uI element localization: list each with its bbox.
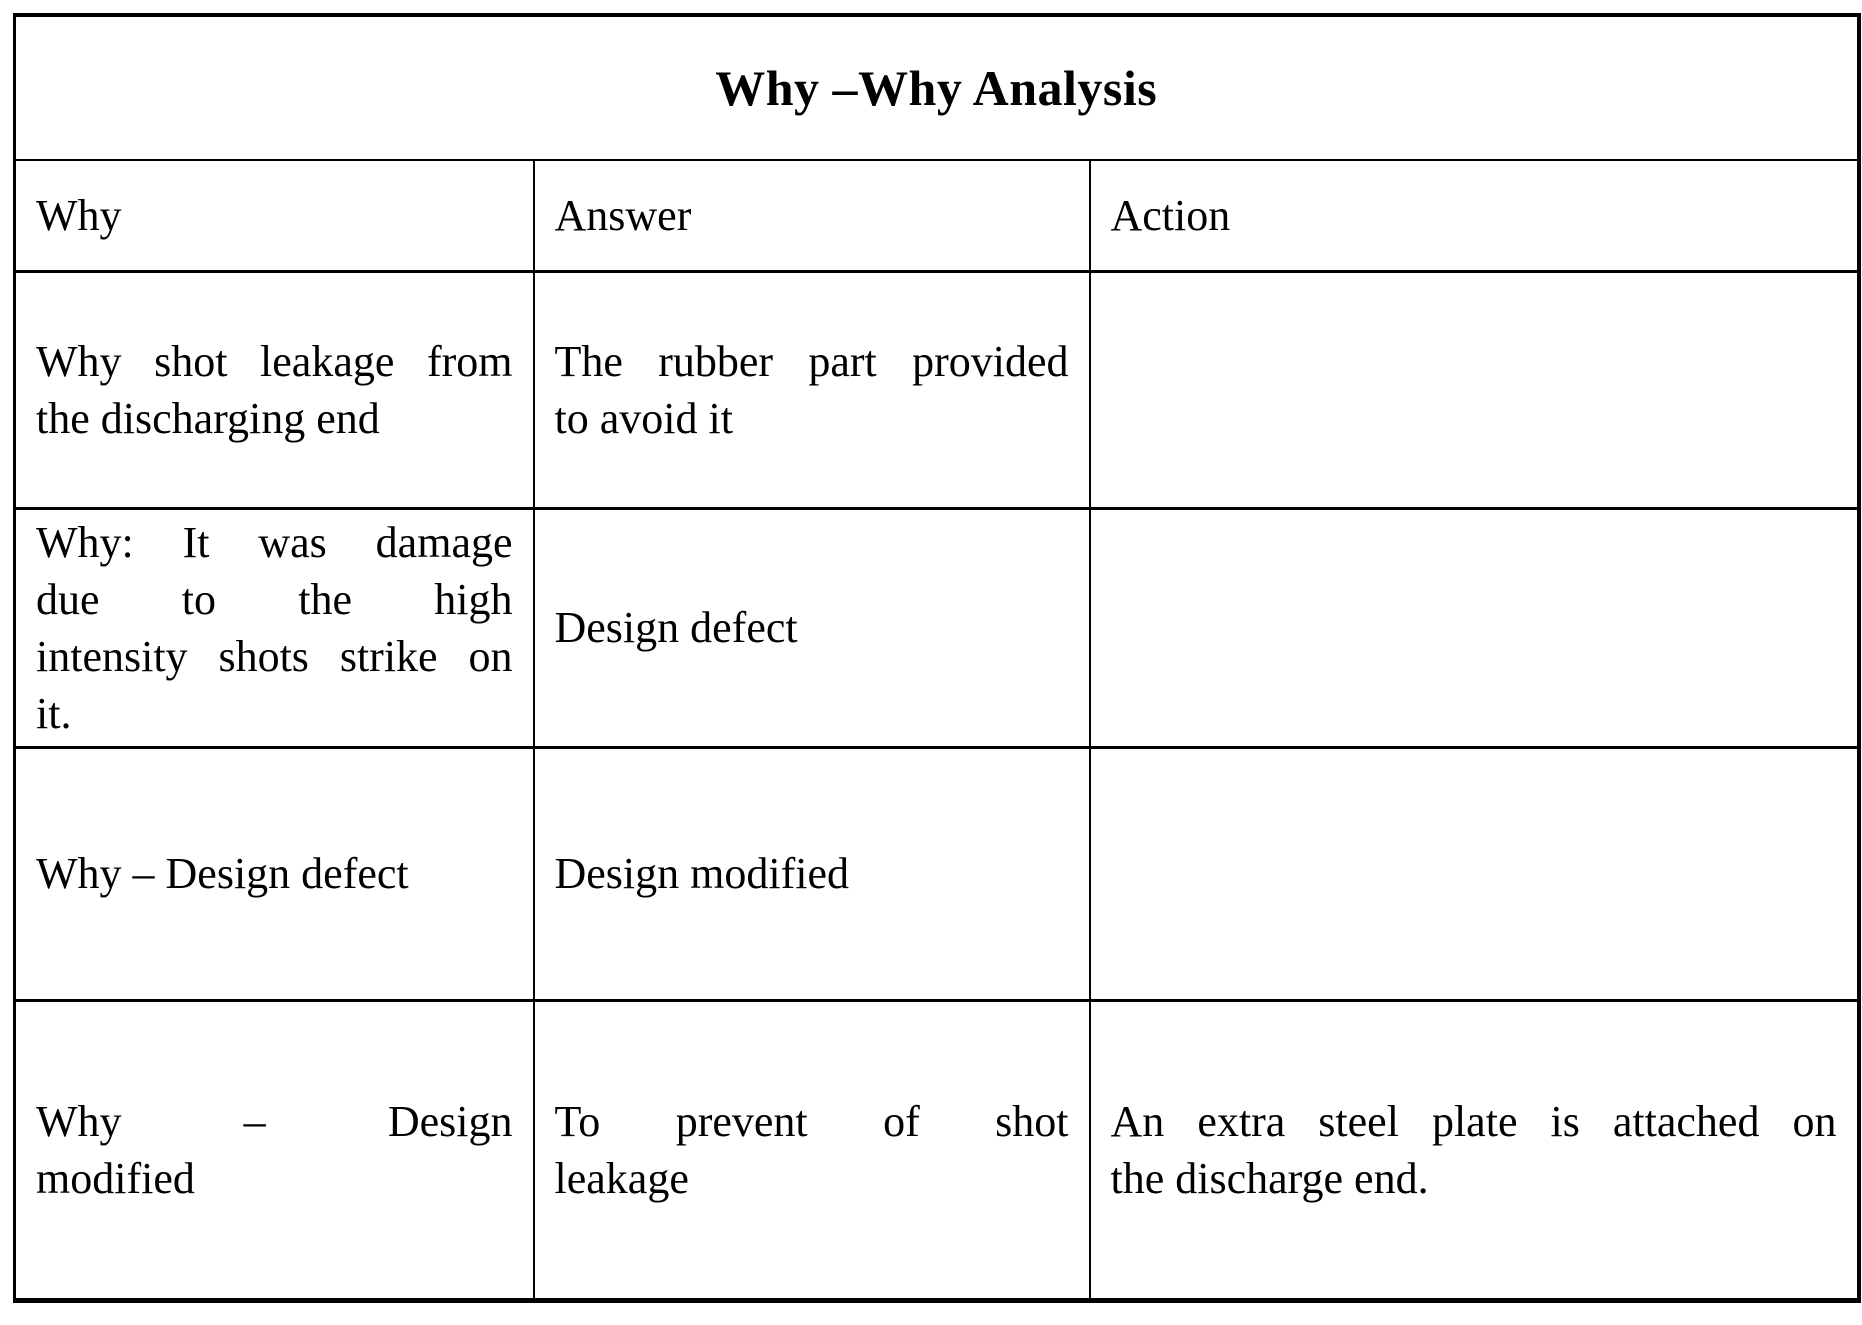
text-line: intensity shots strike on xyxy=(36,631,513,681)
cell-row3-action-empty xyxy=(1090,747,1859,1000)
cell-row1-action-empty xyxy=(1090,271,1859,508)
table-row xyxy=(15,271,1859,508)
text-line: Why: It was damage xyxy=(36,517,513,567)
header-action-label: Action xyxy=(1110,190,1231,240)
cell-row3-why xyxy=(15,747,534,1000)
cell-row3-answer xyxy=(534,747,1090,1000)
text-line: to avoid it xyxy=(554,393,733,443)
title-row xyxy=(15,15,1859,160)
table-title: Why –Why Analysis xyxy=(715,59,1158,116)
header-answer xyxy=(534,160,1090,271)
text-line: leakage xyxy=(554,1153,689,1203)
text-line: due to the high xyxy=(36,574,513,624)
cell-row2-why xyxy=(15,508,534,747)
cell-row4-answer xyxy=(534,1000,1090,1300)
header-why xyxy=(15,160,534,271)
table-row xyxy=(15,1000,1859,1300)
text-line: Design modified xyxy=(554,849,850,898)
table-row xyxy=(15,747,1859,1000)
header-answer-label: Answer xyxy=(554,190,692,240)
text-line: modified xyxy=(36,1153,195,1203)
table-row xyxy=(15,508,1859,747)
text-line: The rubber part provided xyxy=(554,336,1069,386)
cell-row2-action-empty xyxy=(1090,508,1859,747)
cell-row4-why xyxy=(15,1000,534,1300)
cell-row2-answer xyxy=(534,508,1090,747)
text-line: Why – Design xyxy=(36,1096,513,1146)
text-line: An extra steel plate is attached on xyxy=(1110,1096,1837,1146)
column-header-row xyxy=(15,160,1859,271)
header-action xyxy=(1090,160,1859,271)
text-line: Design defect xyxy=(554,603,798,652)
text-line: To prevent of shot xyxy=(554,1096,1069,1146)
cell-row1-why xyxy=(15,271,534,508)
cell-row1-answer xyxy=(534,271,1090,508)
text-line: Why – Design defect xyxy=(36,849,409,898)
why-why-analysis-table xyxy=(13,13,1861,1303)
text-line: it. xyxy=(36,688,72,738)
text-line: the discharge end. xyxy=(1110,1153,1429,1203)
cell-row4-action xyxy=(1090,1000,1859,1300)
table-title-cell xyxy=(15,15,1859,160)
text-line: the discharging end xyxy=(36,393,380,443)
text-line: Why shot leakage from xyxy=(36,336,513,386)
header-why-label: Why xyxy=(36,190,122,240)
